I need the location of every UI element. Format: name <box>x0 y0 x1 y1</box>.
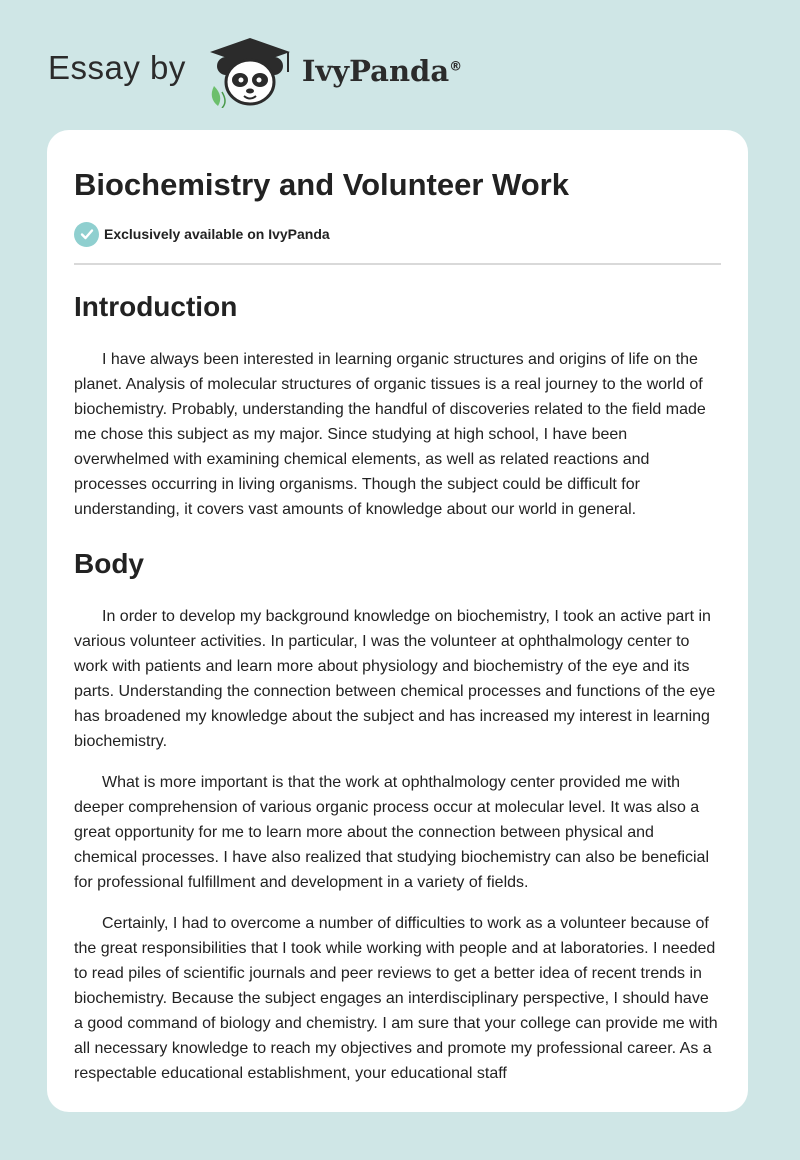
essay-title: Biochemistry and Volunteer Work <box>74 167 569 202</box>
section-introduction <box>74 289 721 522</box>
essay-card <box>47 130 748 1112</box>
paragraph: Certainly, I had to overcome a number of difficulties to work as a volunteer because of the great responsibilities that I took while working with people and at laboratories. I needed to read piles of scientific journals and peer reviews to get a better idea of recent trends in biochemistry. Because the subject engages an interdisciplinary perspective, I should have a good command of biology and chemistry. I am sure that your college can provide me with all necessary knowledge to reach my objectives and promote my professional career. As a respectable educational establishment, your educational staff <box>74 915 718 1082</box>
exclusive-badge <box>74 220 721 248</box>
divider <box>74 263 721 265</box>
panda-graduate-icon[interactable] <box>204 36 296 108</box>
section-heading: Introduction <box>74 291 238 322</box>
section-body <box>74 546 721 1086</box>
exclusive-label: Exclusively available on IvyPanda <box>104 226 330 242</box>
brand-header <box>48 36 462 108</box>
checkmark-icon <box>74 222 99 247</box>
section-heading: Body <box>74 548 144 579</box>
paragraph: I have always been interested in learning organic structures and origins of life on the planet. Analysis of molecular structures of organic tissues is a real journey to the world of biochemistry. Probably, understanding the handful of discoveries related to the field made me chose this subject as my major. Since studying at high school, I have been overwhelmed with examining chemical elements, as well as related reactions and processes occurring in living organisms. Though the subject could be difficult for understanding, it covers vast amounts of knowledge about our world in general. <box>74 351 706 518</box>
brand-name[interactable]: IvyPanda® <box>301 54 463 88</box>
brand-prefix: Essay by <box>48 49 186 86</box>
paragraph: What is more important is that the work at ophthalmology center provided me with deeper comprehension of various organic process occur at molecular level. It was also a great opportunity for me to learn more about the connection between physical and chemical processes. I have also realized that studying biochemistry can also be beneficial for professional fulfillment and development in a variety of fields. <box>74 774 709 891</box>
paragraph: In order to develop my background knowledge on biochemistry, I took an active part in various volunteer activities. In particular, I was the volunteer at ophthalmology center to work with patients and learn more about physiology and biochemistry of the eye and its parts. Understanding the connection between chemical processes and functions of the eye has broadened my knowledge about the subject and has increased my interest in learning biochemistry. <box>74 608 716 750</box>
